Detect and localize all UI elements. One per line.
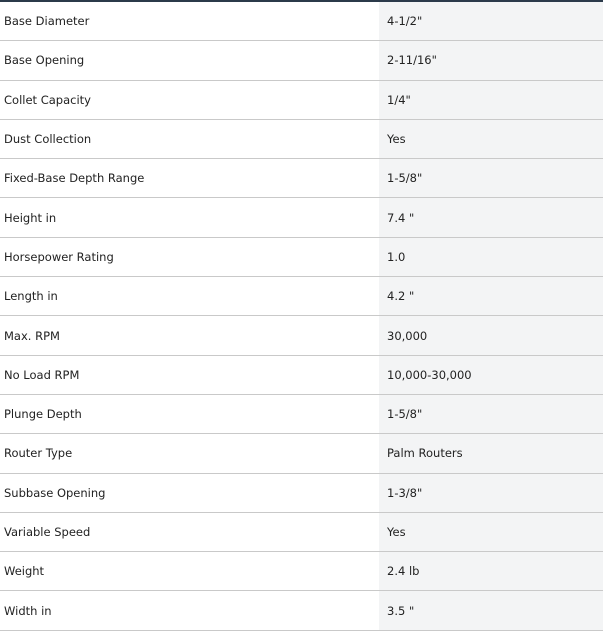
spec-name: Plunge Depth: [0, 395, 379, 433]
spec-name: Subbase Opening: [0, 474, 379, 512]
spec-value: 1.0: [379, 238, 603, 276]
spec-name: Length in: [0, 277, 379, 315]
spec-name: Fixed-Base Depth Range: [0, 159, 379, 197]
spec-value: 4.2 ": [379, 277, 603, 315]
spec-value: Yes: [379, 120, 603, 158]
spec-row-height: [0, 198, 603, 237]
spec-value: 2.4 lb: [379, 552, 603, 590]
spec-row-width: [0, 591, 603, 630]
spec-row-base-diameter: [0, 2, 603, 41]
spec-row-base-opening: [0, 41, 603, 80]
spec-value: 3.5 ": [379, 591, 603, 629]
spec-row-subbase-opening: [0, 474, 603, 513]
spec-value: 1-5/8": [379, 159, 603, 197]
spec-value: 10,000-30,000: [379, 356, 603, 394]
spec-value: 1-3/8": [379, 474, 603, 512]
spec-value: 2-11/16": [379, 41, 603, 79]
spec-value: 7.4 ": [379, 198, 603, 236]
spec-name: Weight: [0, 552, 379, 590]
spec-row-fixed-base-depth-range: [0, 159, 603, 198]
spec-name: Base Diameter: [0, 2, 379, 40]
spec-row-variable-speed: [0, 513, 603, 552]
spec-row-weight: [0, 552, 603, 591]
spec-value: 30,000: [379, 316, 603, 354]
spec-row-no-load-rpm: [0, 356, 603, 395]
spec-value: Yes: [379, 513, 603, 551]
spec-row-max-rpm: [0, 316, 603, 355]
spec-row-length: [0, 277, 603, 316]
spec-name: Router Type: [0, 434, 379, 472]
spec-row-horsepower-rating: [0, 238, 603, 277]
spec-row-dust-collection: [0, 120, 603, 159]
spec-row-router-type: [0, 434, 603, 473]
spec-name: Height in: [0, 198, 379, 236]
spec-name: No Load RPM: [0, 356, 379, 394]
spec-name: Max. RPM: [0, 316, 379, 354]
spec-row-plunge-depth: [0, 395, 603, 434]
spec-name: Variable Speed: [0, 513, 379, 551]
spec-name: Collet Capacity: [0, 81, 379, 119]
spec-value: Palm Routers: [379, 434, 603, 472]
spec-value: 1/4": [379, 81, 603, 119]
spec-name: Dust Collection: [0, 120, 379, 158]
spec-name: Horsepower Rating: [0, 238, 379, 276]
spec-value: 1-5/8": [379, 395, 603, 433]
spec-name: Width in: [0, 591, 379, 629]
spec-name: Base Opening: [0, 41, 379, 79]
spec-value: 4-1/2": [379, 2, 603, 40]
spec-row-collet-capacity: [0, 81, 603, 120]
